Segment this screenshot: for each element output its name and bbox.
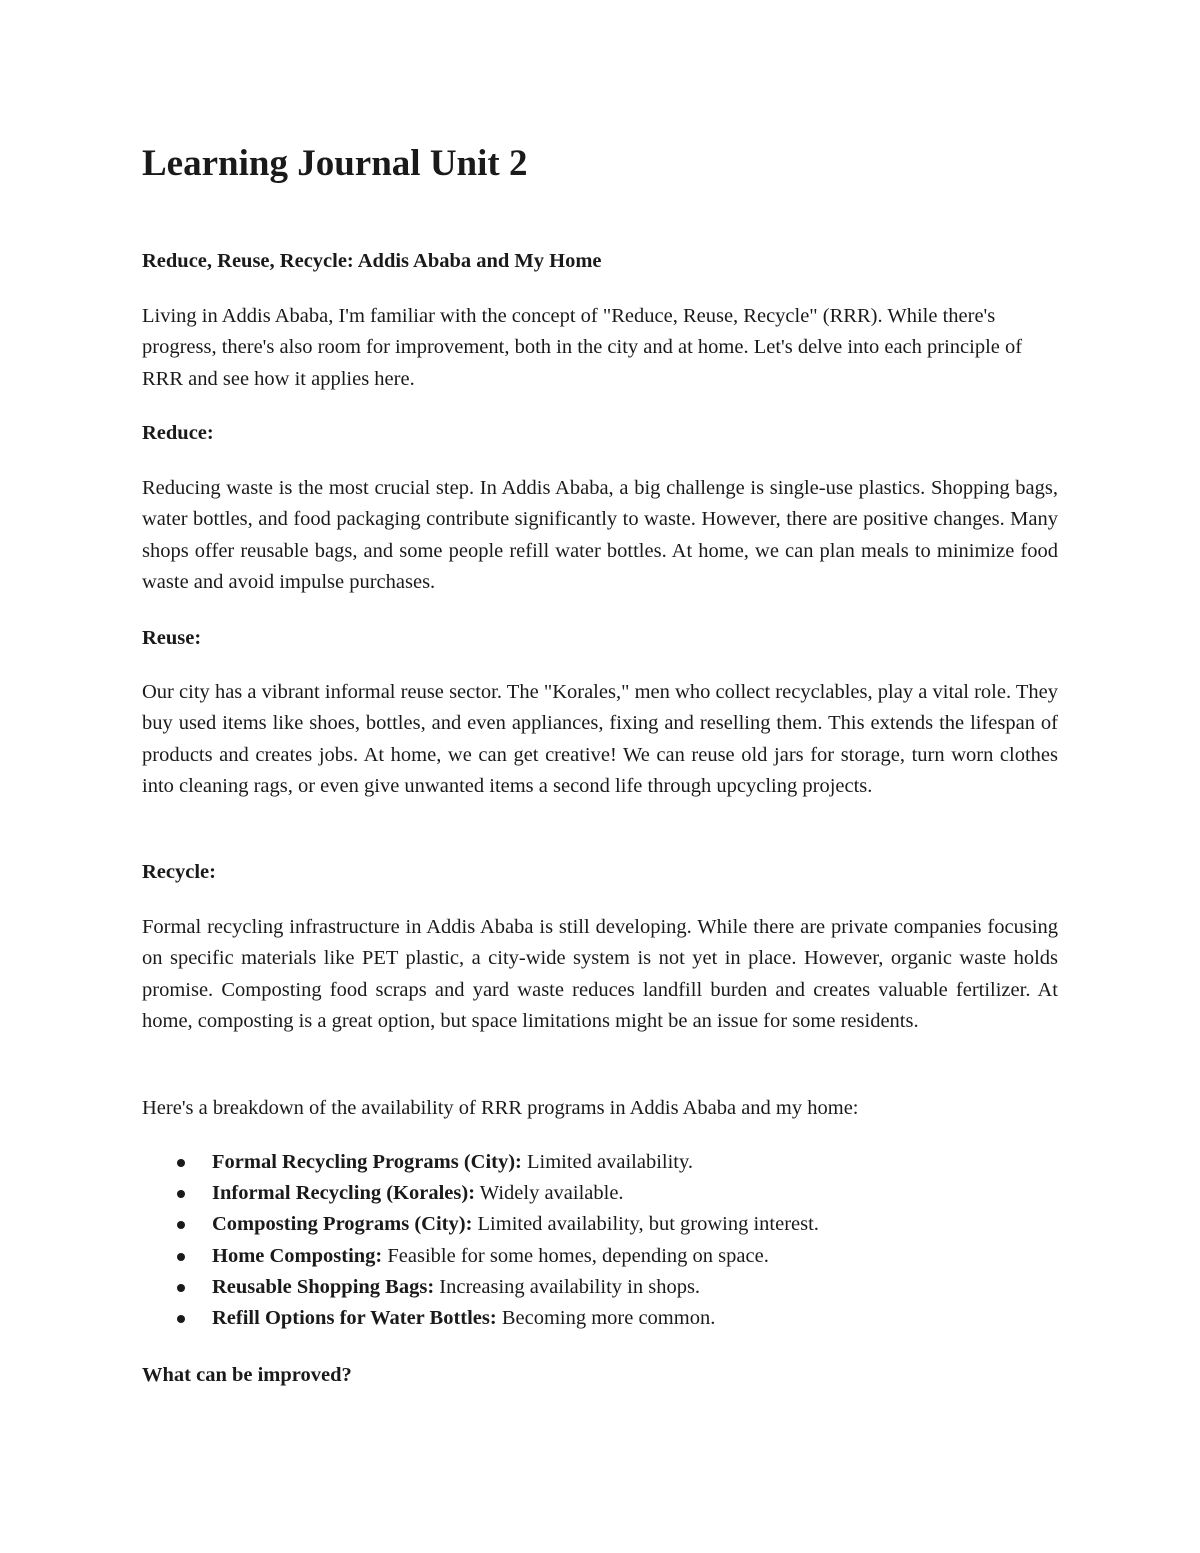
list-item-value: Limited availability, but growing interest. — [477, 1213, 819, 1236]
bullet-icon — [177, 1159, 185, 1167]
list-item-label: Formal Recycling Programs (City): — [212, 1151, 522, 1173]
list-item-label: Refill Options for Water Bottles: — [212, 1307, 497, 1330]
page-title: Learning Journal Unit 2 — [142, 143, 528, 184]
reuse-paragraph: Our city has a vibrant informal reuse sector. The "Korales," men who collect recyclables, play a vital role. They buy used items like shoes, bottles, and even appliances, fixing and reselling them. This extends the lifespan of products and creates jobs. At home, we can get creative! We can reuse old jars for storage, turn worn clothes into cleaning rags, or even give unwanted items a second life through upcycling projects. — [142, 681, 1058, 798]
breakdown-list — [142, 1147, 1058, 1334]
list-item-value: Becoming more common. — [501, 1307, 716, 1330]
reduce-paragraph: Reducing waste is the most crucial step. In Addis Ababa, a big challenge is single-use plastics. Shopping bags, water bottles, and food packaging contribute significantly to waste. However, there are positive changes. Many shops offer reusable bags, and some people refill water bottles. At home, we can plan meals to minimize food waste and avoid impulse purchases. — [142, 477, 1058, 594]
bullet-icon — [177, 1190, 185, 1198]
list-item-label: Reusable Shopping Bags: — [212, 1275, 435, 1298]
list-item-label: Informal Recycling (Korales): — [212, 1182, 476, 1205]
bullet-icon — [177, 1284, 185, 1292]
improve-heading: What can be improved? — [142, 1364, 352, 1386]
recycle-paragraph: Formal recycling infrastructure in Addis Ababa is still developing. While there are private companies focusing on specific materials like PET plastic, a city-wide system is not yet in place. However, organic waste holds promise. Composting food scraps and yard waste reduces landfill burden and creates valuable fertilizer. At home, composting is a great option, but space limitations might be an issue for some residents. — [142, 916, 1058, 1033]
list-item — [142, 1303, 1058, 1334]
list-item — [142, 1272, 1058, 1303]
list-item-value: Widely available. — [479, 1182, 624, 1205]
reuse-heading: Reuse: — [142, 627, 202, 649]
list-item-value: Increasing availability in shops. — [439, 1275, 701, 1298]
bullet-icon — [177, 1253, 185, 1261]
list-item-value: Limited availability. — [527, 1151, 694, 1173]
list-item — [142, 1147, 1058, 1178]
intro-paragraph: Living in Addis Ababa, I'm familiar with the concept of "Reduce, Reuse, Recycle" (RRR). While there's progress, there's also room for improvement, both in the city and at home. Let's delve into each principle of RRR and see how it applies here. — [142, 305, 1023, 390]
list-item — [142, 1241, 1058, 1272]
section-subtitle: Reduce, Reuse, Recycle: Addis Ababa and My Home — [142, 250, 602, 272]
list-item-label: Home Composting: — [212, 1244, 383, 1267]
recycle-heading: Recycle: — [142, 861, 216, 883]
list-item — [142, 1178, 1058, 1209]
bullet-icon — [177, 1221, 185, 1229]
bullet-icon — [177, 1315, 185, 1323]
reduce-heading: Reduce: — [142, 422, 214, 444]
list-item — [142, 1209, 1058, 1240]
breakdown-intro: Here's a breakdown of the availability of RRR programs in Addis Ababa and my home: — [142, 1097, 859, 1119]
list-item-value: Feasible for some homes, depending on space. — [387, 1244, 769, 1267]
list-item-label: Composting Programs (City): — [212, 1213, 473, 1236]
